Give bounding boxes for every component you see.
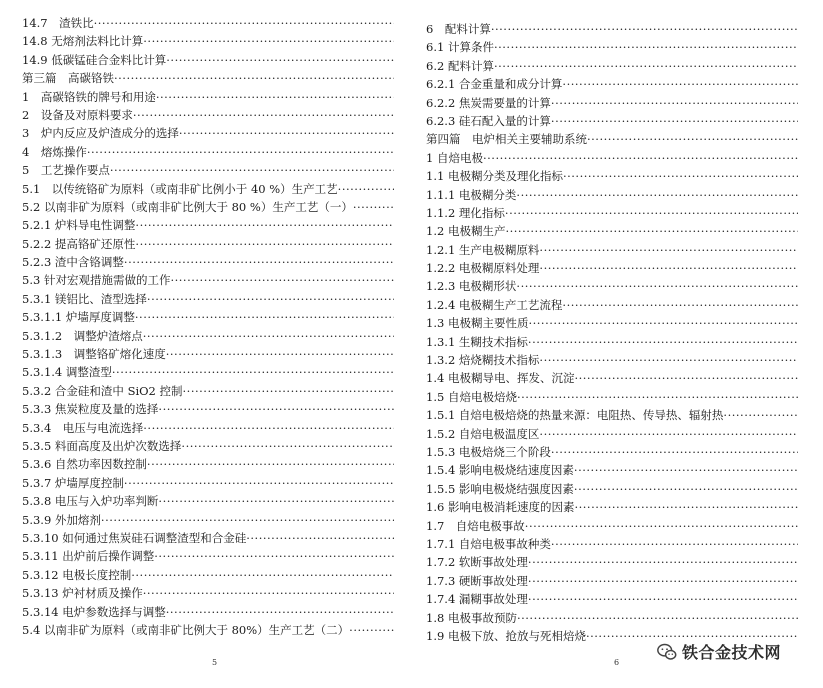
toc-entry <box>22 382 394 400</box>
toc-entry-text: 1.7.1 自焙电极事故种类 <box>426 536 551 551</box>
toc-dot-leader <box>563 167 798 185</box>
toc-dot-leader <box>143 32 394 50</box>
toc-dot-leader <box>166 345 394 363</box>
toc-dot-leader <box>551 535 798 553</box>
toc-entry-text: 5.3.1.1 炉墙厚度调整 <box>22 310 135 325</box>
toc-entry-text: 5.3.7 炉墙厚度控制 <box>22 475 124 490</box>
toc-entry-text: 5.3.5 料面高度及出炉次数选择 <box>22 438 182 453</box>
toc-dot-leader <box>551 94 798 112</box>
toc-dot-leader <box>135 216 394 234</box>
toc-dot-leader <box>494 38 798 56</box>
toc-dot-leader <box>539 351 798 369</box>
toc-dot-leader <box>551 112 798 130</box>
toc-entry-text: 5 工艺操作要点 <box>22 163 110 178</box>
toc-entry-text: 5.3.10 如何通过焦炭硅石调整渣型和合金硅 <box>22 530 247 545</box>
toc-entry-text: 1.7.2 软断事故处理 <box>426 555 528 570</box>
toc-dot-leader <box>353 198 394 216</box>
toc-list-right <box>426 20 798 645</box>
toc-dot-leader <box>528 590 798 608</box>
toc-dot-leader <box>505 222 798 240</box>
toc-dot-leader <box>143 419 394 437</box>
page-number: 6 <box>614 658 620 667</box>
toc-entry-text: 1 自焙电极 <box>426 150 483 165</box>
toc-dot-leader <box>101 511 394 529</box>
toc-entry <box>22 88 394 106</box>
toc-entry <box>426 480 798 498</box>
toc-entry-text: 5.4 以南非矿为原料（或南非矿比例大于 80%）生产工艺（二） <box>22 622 350 637</box>
toc-entry <box>426 130 798 148</box>
toc-entry-text: 1.3.1 生糊技术指标 <box>426 334 528 349</box>
toc-entry-text: 2 设备及对原料要求 <box>22 107 133 122</box>
toc-entry <box>426 461 798 479</box>
toc-entry <box>22 290 394 308</box>
page-number: 5 <box>212 658 218 667</box>
toc-entry <box>426 351 798 369</box>
toc-dot-leader <box>539 259 798 277</box>
toc-entry <box>426 94 798 112</box>
toc-entry <box>426 369 798 387</box>
toc-entry-text: 5.3.1.2 调整炉渣熔点 <box>22 328 143 343</box>
toc-entry <box>22 584 394 602</box>
toc-dot-leader <box>181 437 394 455</box>
toc-dot-leader <box>574 480 798 498</box>
toc-entry-text: 5.3.1.4 调整渣型 <box>22 365 112 380</box>
toc-entry-text: 1.9 电极下放、抢放与死相焙烧 <box>426 628 586 643</box>
toc-entry <box>22 511 394 529</box>
toc-entry-text: 1.5.1 自焙电极焙烧的热量来源：电阻热、传导热、辐射热 <box>426 408 724 423</box>
toc-entry <box>426 241 798 259</box>
toc-entry-text: 1 高碳铬铁的牌号和用途 <box>22 89 156 104</box>
toc-dot-leader <box>114 69 394 87</box>
toc-entry <box>22 14 394 32</box>
toc-entry <box>426 204 798 222</box>
toc-dot-leader <box>574 498 798 516</box>
toc-entry <box>426 609 798 627</box>
toc-dot-leader <box>135 235 394 253</box>
toc-entry-text: 5.3.8 电压与入炉功率判断 <box>22 494 159 509</box>
toc-dot-leader <box>143 327 394 345</box>
toc-entry-text: 6.2.1 合金重量和成分计算 <box>426 77 563 92</box>
toc-entry <box>22 345 394 363</box>
toc-dot-leader <box>131 566 394 584</box>
toc-entry-text: 1.2.1 生产电极糊原料 <box>426 242 540 257</box>
toc-entry-text: 1.1.2 理化指标 <box>426 205 505 220</box>
toc-entry-text: 1.7 自焙电极事故 <box>426 518 525 533</box>
toc-entry-text: 1.2.2 电极糊原料处理 <box>426 261 540 276</box>
toc-entry-text: 1.5 自焙电极焙烧 <box>426 389 517 404</box>
toc-entry-text: 6.2.2 焦炭需要量的计算 <box>426 95 551 110</box>
toc-entry <box>22 161 394 179</box>
toc-entry-text: 第四篇 电炉相关主要辅助系统 <box>426 132 587 147</box>
toc-dot-leader <box>156 88 394 106</box>
toc-entry <box>426 75 798 93</box>
toc-dot-leader <box>528 314 798 332</box>
toc-entry-text: 6 配料计算 <box>426 22 491 36</box>
toc-entry-text: 5.3.4 电压与电流选择 <box>22 420 144 435</box>
toc-dot-leader <box>349 621 394 639</box>
toc-entry <box>426 406 798 424</box>
toc-entry <box>22 474 394 492</box>
toc-dot-leader <box>124 474 394 492</box>
toc-dot-leader <box>505 204 798 222</box>
toc-entry-text: 1.7.3 硬断事故处理 <box>426 573 528 588</box>
left-page <box>22 0 412 688</box>
toc-entry-text: 1.7.4 漏糊事故处理 <box>426 592 528 607</box>
toc-entry <box>22 216 394 234</box>
toc-dot-leader <box>516 186 798 204</box>
toc-dot-leader <box>110 161 394 179</box>
toc-entry-text: 1.5.5 影响电极烧结强度因素 <box>426 481 574 496</box>
toc-dot-leader <box>133 106 394 124</box>
toc-entry <box>426 553 798 571</box>
toc-dot-leader <box>517 609 798 627</box>
toc-dot-leader <box>723 406 798 424</box>
toc-dot-leader <box>124 253 394 271</box>
toc-entry <box>22 143 394 161</box>
toc-entry-text: 1.8 电极事故预防 <box>426 610 517 625</box>
toc-dot-leader <box>528 553 798 571</box>
toc-entry-text: 5.3.13 炉衬材质及操作 <box>22 586 143 601</box>
toc-dot-leader <box>166 51 394 69</box>
toc-dot-leader <box>158 492 394 510</box>
toc-dot-leader <box>587 130 798 148</box>
toc-entry <box>22 621 394 639</box>
toc-entry <box>426 167 798 185</box>
toc-entry-text: 1.5.2 自焙电极温度区 <box>426 426 540 441</box>
toc-entry-text: 4 熔炼操作 <box>22 144 87 159</box>
toc-entry <box>426 498 798 516</box>
toc-entry-text: 1.2 电极糊生产 <box>426 224 506 239</box>
toc-entry <box>22 492 394 510</box>
toc-entry <box>22 566 394 584</box>
toc-dot-leader <box>147 290 394 308</box>
toc-entry-text: 5.3.3 焦炭粒度及量的选择 <box>22 402 159 417</box>
toc-entry-text: 14.9 低碳锰硅合金料比计算 <box>22 52 167 67</box>
toc-dot-leader <box>483 149 798 167</box>
toc-entry-text: 5.2 以南非矿为原料（或南非矿比例大于 80 %）生产工艺（一） <box>22 199 353 214</box>
toc-entry-text: 1.3 电极糊主要性质 <box>426 316 529 331</box>
toc-entry-text: 1.2.3 电极糊形状 <box>426 279 517 294</box>
toc-dot-leader <box>539 425 798 443</box>
toc-entry-text: 3 炉内反应及炉渣成分的选择 <box>22 126 179 141</box>
toc-dot-leader <box>179 124 394 142</box>
toc-entry <box>22 419 394 437</box>
toc-entry-text: 1.5.3 电极焙烧三个阶段 <box>426 444 551 459</box>
watermark <box>656 640 781 663</box>
toc-dot-leader <box>87 143 394 161</box>
toc-entry <box>426 38 798 56</box>
toc-entry <box>426 259 798 277</box>
toc-entry-text: 5.1 以传统铬矿为原料（或南非矿比例小于 40 %）生产工艺 <box>22 181 338 196</box>
toc-entry <box>426 112 798 130</box>
toc-entry-text: 1.1 电极糊分类及理化指标 <box>426 169 563 184</box>
toc-entry-text: 6.2.3 硅石配入量的计算 <box>426 113 551 128</box>
toc-entry <box>22 363 394 381</box>
toc-dot-leader <box>338 180 394 198</box>
toc-dot-leader <box>517 388 798 406</box>
toc-dot-leader <box>516 277 798 295</box>
toc-entry <box>22 400 394 418</box>
toc-entry <box>426 222 798 240</box>
toc-entry <box>426 277 798 295</box>
toc-entry-text: 5.3.12 电极长度控制 <box>22 567 132 582</box>
toc-dot-leader <box>170 271 394 289</box>
toc-entry <box>22 106 394 124</box>
toc-dot-leader <box>166 603 394 621</box>
toc-entry <box>426 517 798 535</box>
toc-dot-leader <box>94 14 394 32</box>
toc-entry-text: 5.3.1 镁铝比、渣型选择 <box>22 291 147 306</box>
toc-entry <box>426 20 798 38</box>
toc-entry-text: 5.3.11 出炉前后操作调整 <box>22 549 155 564</box>
toc-entry <box>426 149 798 167</box>
toc-dot-leader <box>562 75 798 93</box>
wechat-icon <box>656 641 678 663</box>
toc-entry-text: 1.6 影响电极消耗速度的因素 <box>426 500 575 515</box>
toc-entry <box>426 425 798 443</box>
toc-entry-text: 14.8 无熔剂法料比计算 <box>22 34 144 49</box>
toc-entry <box>426 535 798 553</box>
toc-entry-text: 5.3.2 合金硅和渣中 SiO2 控制 <box>22 383 183 398</box>
toc-dot-leader <box>574 461 798 479</box>
toc-entry <box>426 333 798 351</box>
toc-entry <box>22 198 394 216</box>
toc-dot-leader <box>551 443 798 461</box>
toc-entry <box>22 271 394 289</box>
toc-dot-leader <box>112 363 394 381</box>
toc-entry <box>426 388 798 406</box>
toc-entry <box>426 314 798 332</box>
toc-entry <box>22 529 394 547</box>
toc-entry <box>22 180 394 198</box>
toc-entry <box>426 296 798 314</box>
toc-entry-text: 1.2.4 电极糊生产工艺流程 <box>426 297 563 312</box>
toc-entry-text: 第三篇 高碳铬铁 <box>22 71 114 86</box>
toc-entry-text: 1.1.1 电极糊分类 <box>426 187 517 202</box>
toc-entry-text: 5.3.1.3 调整铬矿熔化速度 <box>22 347 166 362</box>
toc-dot-leader <box>528 572 798 590</box>
toc-dot-leader <box>574 369 798 387</box>
toc-entry <box>22 308 394 326</box>
toc-entry <box>22 547 394 565</box>
toc-dot-leader <box>562 296 798 314</box>
watermark-text: 铁合金技术网 <box>682 643 782 662</box>
toc-dot-leader <box>539 241 798 259</box>
toc-entry <box>22 51 394 69</box>
toc-entry <box>426 186 798 204</box>
toc-dot-leader <box>494 57 798 75</box>
toc-entry <box>22 124 394 142</box>
toc-entry <box>22 603 394 621</box>
toc-dot-leader <box>183 382 394 400</box>
toc-entry-text: 5.3.6 自然功率因数控制 <box>22 457 147 472</box>
right-page <box>426 0 816 688</box>
toc-entry <box>22 69 394 87</box>
toc-entry-text: 5.2.1 炉料导电性调整 <box>22 218 136 233</box>
toc-entry-text: 1.3.2 焙烧糊技术指标 <box>426 353 540 368</box>
toc-entry <box>22 32 394 50</box>
toc-entry-text: 1.5.4 影响电极烧结速度因素 <box>426 463 574 478</box>
toc-dot-leader <box>491 20 798 38</box>
toc-entry-text: 5.3 针对宏观措施需做的工作 <box>22 273 171 288</box>
toc-entry <box>426 590 798 608</box>
toc-entry-text: 14.7 渣铁比 <box>22 16 94 30</box>
toc-dot-leader <box>528 333 798 351</box>
toc-entry-text: 6.1 计算条件 <box>426 40 494 55</box>
toc-dot-leader <box>143 584 394 602</box>
toc-entry <box>22 455 394 473</box>
toc-entry-text: 5.2.2 提高铬矿还原性 <box>22 236 136 251</box>
toc-entry <box>22 437 394 455</box>
toc-entry-text: 5.3.14 电炉参数选择与调整 <box>22 604 166 619</box>
toc-entry-text: 1.4 电极糊导电、挥发、沉淀 <box>426 371 575 386</box>
toc-entry <box>426 57 798 75</box>
toc-dot-leader <box>147 455 394 473</box>
toc-list-left <box>22 14 394 639</box>
toc-dot-leader <box>154 547 394 565</box>
toc-entry-text: 5.3.9 外加熔剂 <box>22 512 101 527</box>
toc-dot-leader <box>158 400 394 418</box>
toc-entry-text: 6.2 配料计算 <box>426 58 494 73</box>
toc-dot-leader <box>525 517 798 535</box>
toc-entry-text: 5.2.3 渣中含铬调整 <box>22 255 124 270</box>
toc-entry <box>22 253 394 271</box>
toc-dot-leader <box>135 308 394 326</box>
toc-entry <box>426 572 798 590</box>
toc-entry <box>22 235 394 253</box>
toc-dot-leader <box>246 529 394 547</box>
toc-entry <box>426 443 798 461</box>
toc-entry <box>22 327 394 345</box>
